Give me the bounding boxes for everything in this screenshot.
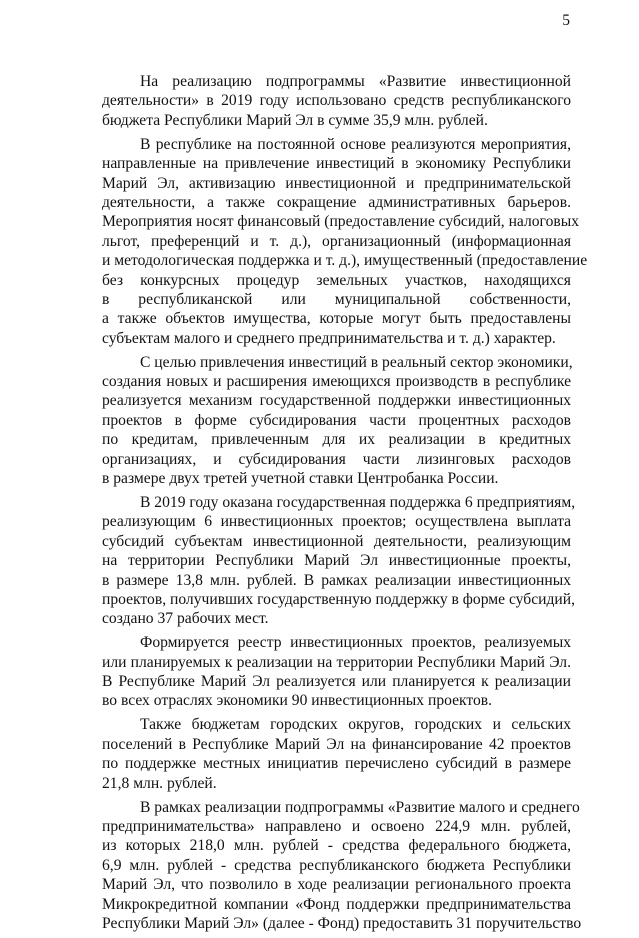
text-line: проектов в форме субсидирования части процентных расходов [102, 411, 571, 429]
text-line: из которых 218,0 млн. рублей - средства федерального бюджета, [102, 837, 571, 855]
text-line: На реализацию подпрограммы «Развитие инвестиционной [140, 73, 571, 90]
text-line: В 2019 году оказана государственная поддержка 6 предприятиям, [140, 493, 576, 511]
text-line: создано 37 рабочих мест. [102, 610, 269, 628]
text-line: организациях, и субсидирования части лизинговых расходов [102, 450, 571, 468]
text-line: во всех отраслях экономики 90 инвестиционных проектов. [102, 692, 493, 710]
page-number: 5 [562, 12, 570, 29]
text-line: В рамках реализации подпрограммы «Развитие малого и среднего [140, 798, 580, 816]
text-line: субсидий субъектам инвестиционной деятельности, реализующим [102, 532, 571, 550]
text-line: в республиканской или муниципальной собственности, [102, 290, 571, 308]
text-line: Республики Марий Эл» (далее - Фонд) предоставить 31 поручительство [102, 914, 582, 932]
text-line: В Республике Марий Эл реализуется или планируется к реализации [102, 673, 571, 691]
text-line: по поддержке местных инициатив перечислено субсидий в размере [102, 755, 571, 773]
text-line: 21,8 млн. рублей. [102, 774, 217, 792]
text-line: Формируется реестр инвестиционных проектов, реализуемых [140, 634, 571, 652]
text-line: льгот, преференций и т. д.), организационный (информационная [102, 232, 571, 250]
text-line: реализующим 6 инвестиционных проектов; осуществлена выплата [102, 513, 571, 531]
text-line: предпринимательства» направлено и освоено 224,9 млн. рублей, [102, 818, 571, 836]
text-line: Также бюджетам городских округов, городских и сельских [140, 716, 571, 734]
paragraph-7 [102, 798, 582, 934]
text-line: и методологическая поддержка и т. д.), имущественный (предоставление [102, 252, 588, 270]
text-line: направленные на привлечение инвестиций в экономику Республики [102, 155, 571, 173]
text-line: 6,9 млн. рублей - средства республиканского бюджета Республики [102, 856, 571, 874]
text-line: по кредитам, привлеченным для их реализации в кредитных [102, 431, 571, 449]
text-line: С целью привлечения инвестиций в реальный сектор экономики, [140, 353, 573, 371]
text-line: на территории Республики Марий Эл инвестиционные проекты, [102, 552, 571, 570]
text-line: или планируемых к реализации на территории Республики Марий Эл. [102, 653, 571, 671]
document-body [102, 72, 588, 938]
text-line: субъектам малого и среднего предпринимательства и т. д.) характер. [102, 329, 556, 347]
text-line: Марий Эл, что позволило в ходе реализации регионального проекта [102, 876, 571, 894]
text-line: без конкурсных процедур земельных участков, находящихся [102, 271, 571, 289]
text-line: создания новых и расширения имеющихся производств в республике [102, 373, 571, 391]
text-line: деятельности, а также сокращение административных барьеров. [102, 193, 571, 211]
text-line: в размере 13,8 млн. рублей. В рамках реализации инвестиционных [102, 571, 571, 589]
paragraph-4 [102, 493, 576, 629]
text-line: поселений в Республике Марий Эл на финансирование 42 проектов [102, 735, 571, 753]
paragraph-6 [102, 715, 571, 793]
paragraph-1 [102, 72, 571, 130]
text-line: деятельности» в 2019 году использовано средств республиканского [102, 92, 571, 110]
text-line: а также объектов имущества, которые могут быть предоставлены [102, 310, 571, 328]
text-line: Микрокредитной компании «Фонд поддержки предпринимательства [102, 895, 571, 913]
text-line: проектов, получивших государственную поддержку в форме субсидий, [102, 590, 575, 608]
text-line: реализуется механизм государственной поддержки инвестиционных [102, 392, 571, 410]
text-line: в размере двух третей учетной ставки Центробанка России. [102, 470, 499, 487]
paragraph-2 [102, 135, 588, 348]
paragraph-5 [102, 633, 571, 711]
text-line: бюджета Республики Марий Эл в сумме 35,9 млн. рублей. [102, 111, 488, 129]
paragraph-3 [102, 353, 571, 489]
text-line: В республике на постоянной основе реализуются мероприятия, [140, 135, 571, 153]
text-line: Марий Эл, активизацию инвестиционной и предпринимательской [102, 174, 571, 192]
text-line: Мероприятия носят финансовый (предоставление субсидий, налоговых [102, 213, 580, 231]
